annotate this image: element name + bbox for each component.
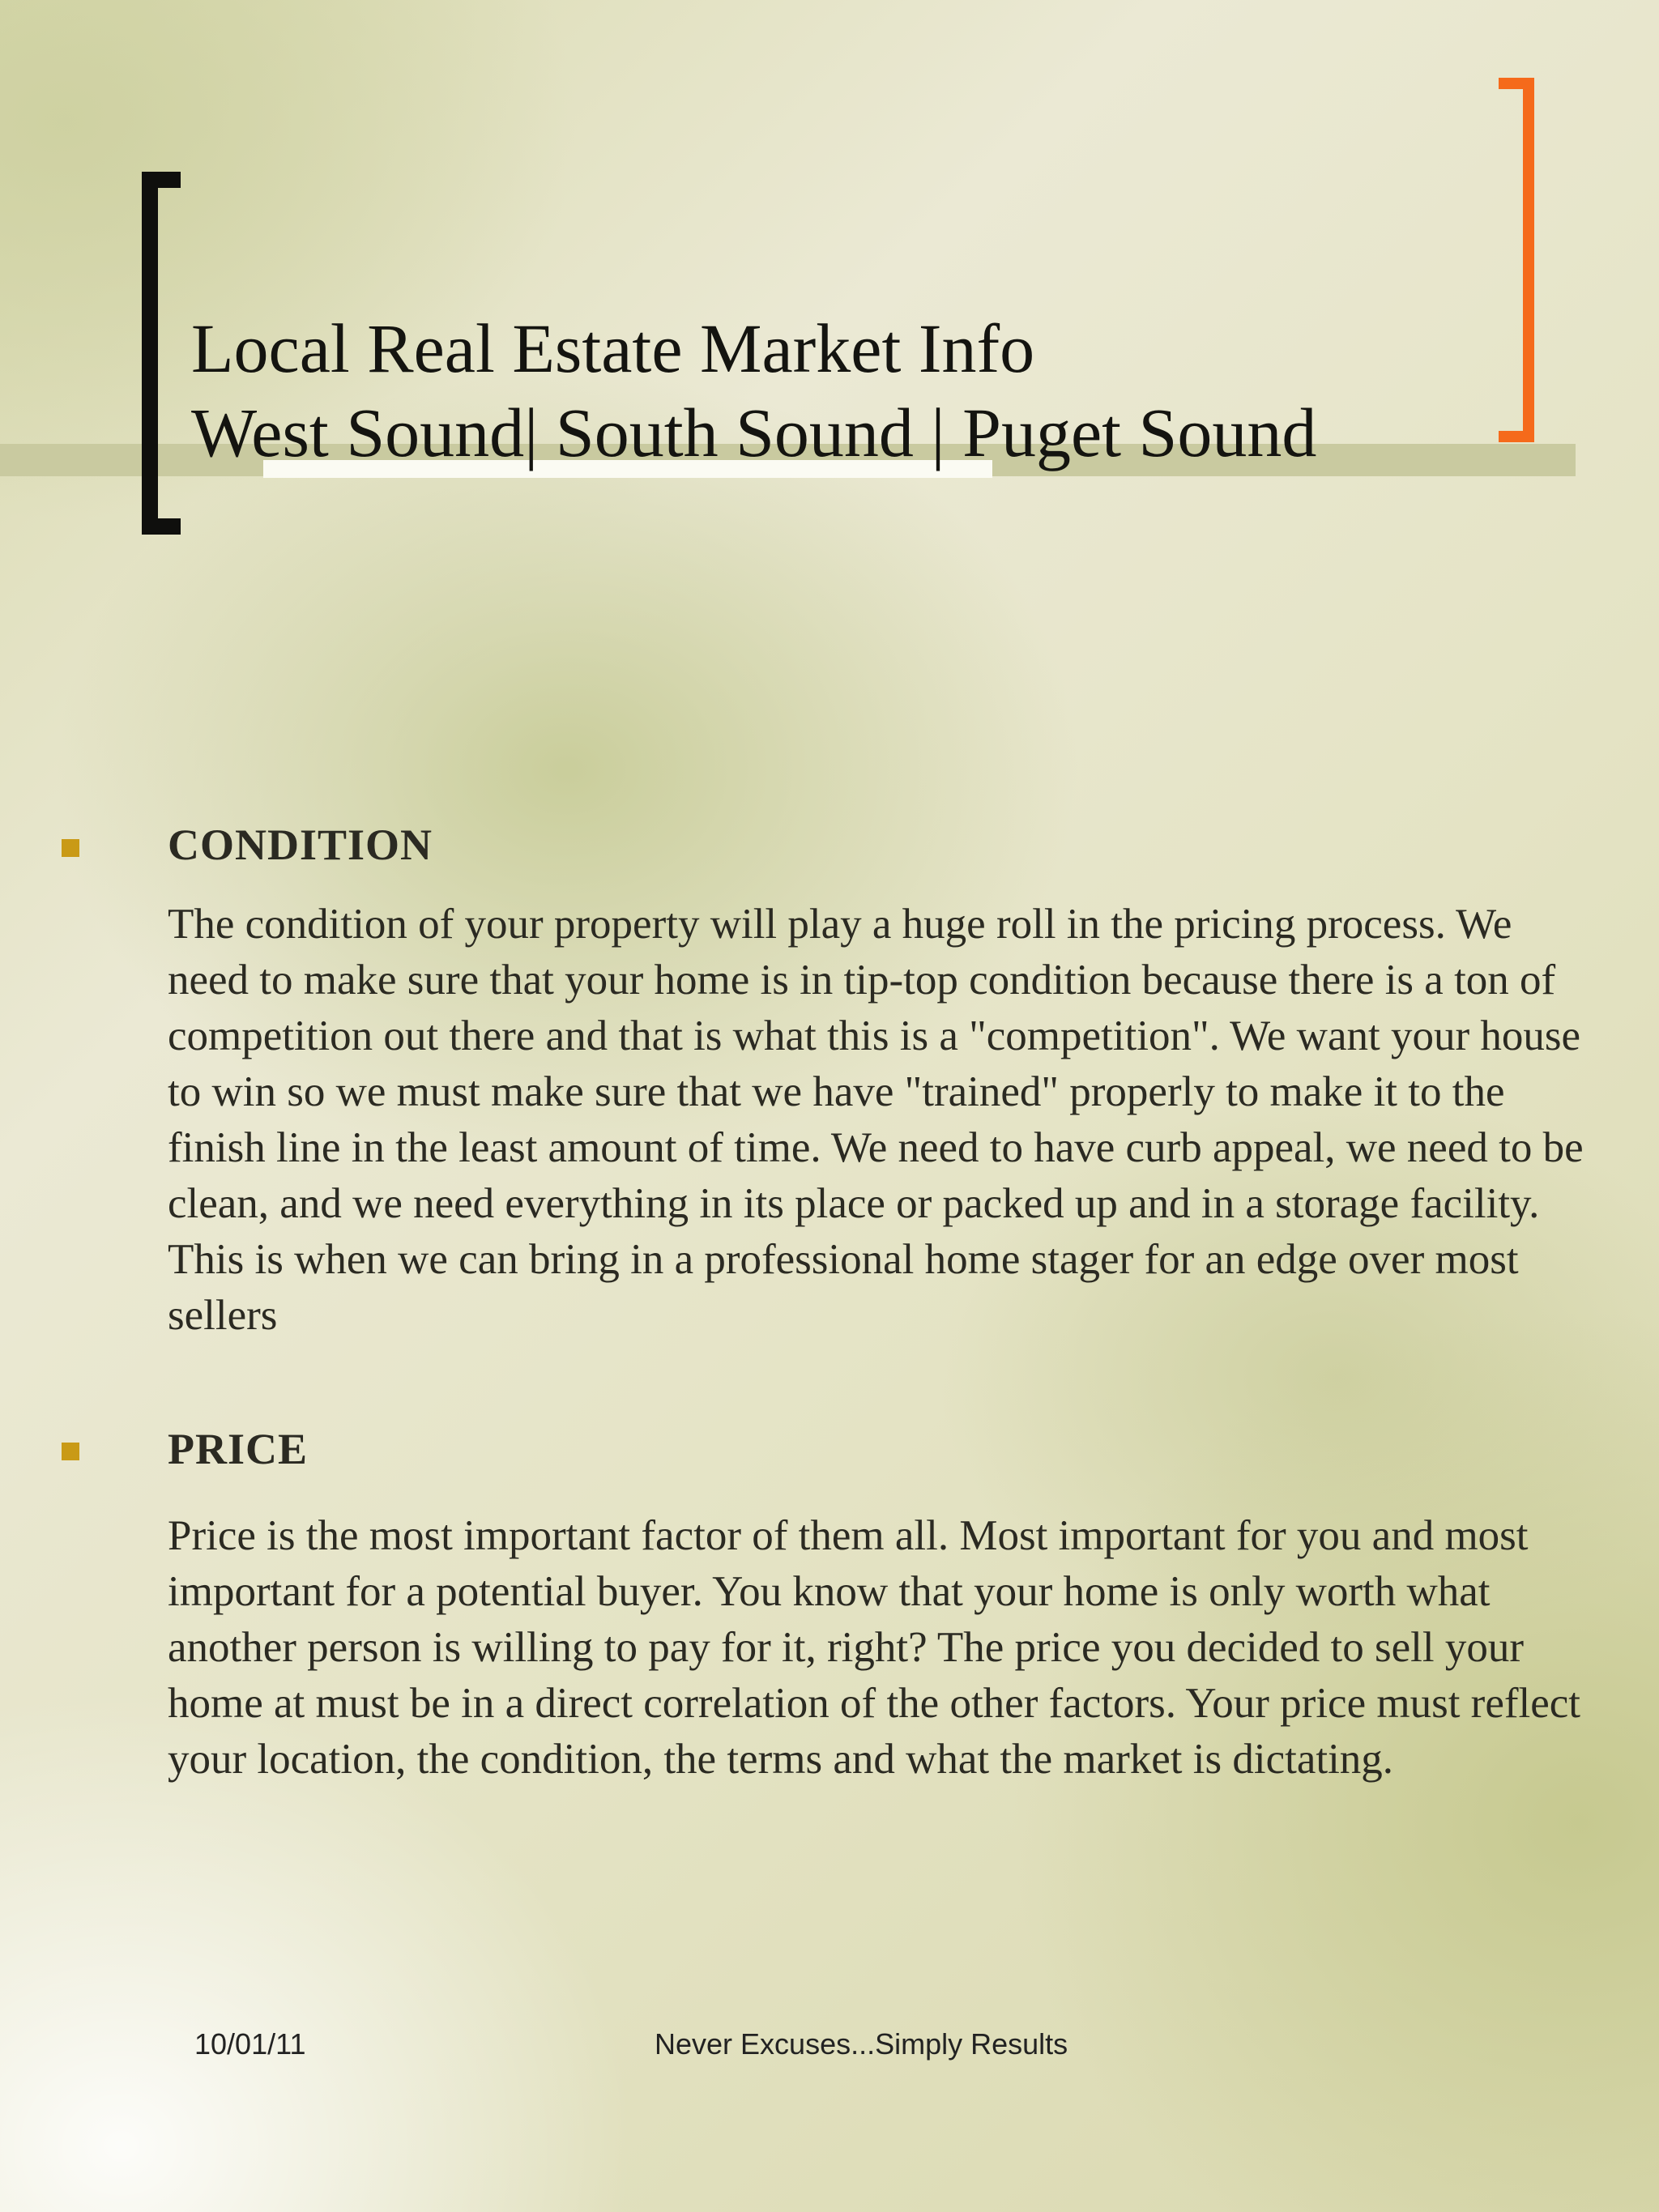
price-paragraph: Price is the most important factor of them all. Most important for you and most important for a potential buyer. You know that your home is only worth what another person is willing to pay for it, right? The price you decided to sell your home at must be in a direct correlation of the other factors. Your price must reflect your location, the condition, the terms and what the market is dictating. xyxy=(168,1512,1581,1783)
title-line-2: West Sound| South Sound | Puget Sound xyxy=(191,394,1317,471)
right-bracket-decoration xyxy=(1499,78,1534,442)
left-bracket-decoration xyxy=(142,172,181,535)
footer-slogan: Never Excuses...Simply Results xyxy=(655,2027,1068,2061)
square-bullet-icon xyxy=(62,1443,79,1460)
price-heading: PRICE xyxy=(168,1425,309,1473)
square-bullet-icon xyxy=(62,839,79,857)
condition-paragraph: The condition of your property will play a huge roll in the pricing process. We need to make sure that your home is in tip-top condition because there is a ton of competition out there and that is what this is a "competition". We want your house to win so we must make sure that we have "trained" properly to make it to the finish line in the least amount of time. We need to have curb appeal, we need to be clean, and we need everything in its place or packed up and in a storage facility. This is when we can bring in a professional home stager for an edge over most sellers xyxy=(168,901,1584,1339)
footer-date: 10/01/11 xyxy=(194,2027,306,2061)
title-line-1: Local Real Estate Market Info xyxy=(191,309,1035,387)
condition-heading: CONDITION xyxy=(168,820,433,869)
slide-title xyxy=(191,306,1316,475)
